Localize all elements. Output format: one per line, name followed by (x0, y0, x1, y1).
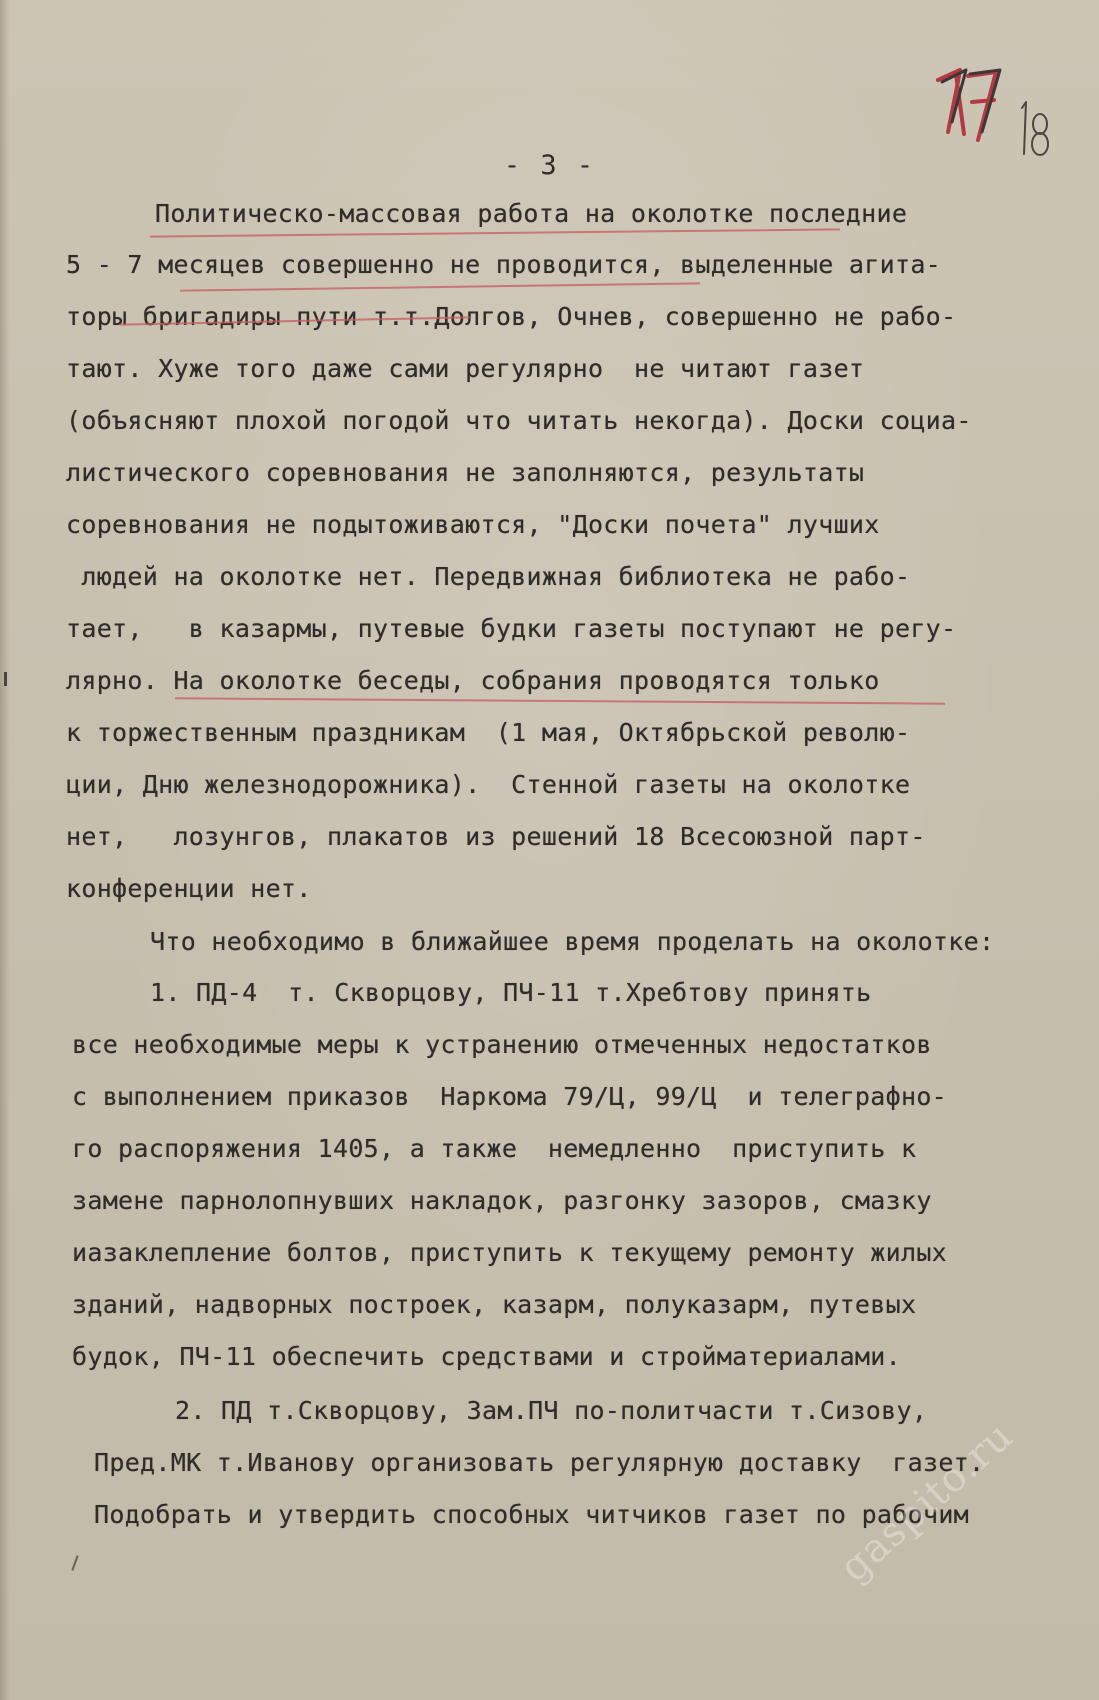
text-line: торы бригадиры пути т.т.Долгов, Очнев, совершенно не рабо- (66, 302, 957, 331)
text-line: го распоряжения 1405, а также немедленно приступить к (72, 1134, 917, 1163)
red-underline (180, 282, 700, 291)
text-line: Что необходимо в ближайшее время проделать на околотке: (150, 927, 995, 956)
text-line: все необходимые меры к устранению отмеченных недостатков (72, 1030, 932, 1059)
text-line: лярно. На околотке беседы, собрания проводятся только (66, 666, 880, 695)
pencil-folio-number (1022, 102, 1048, 155)
margin-tick (4, 672, 7, 686)
archive-watermark: gaspito.ru (831, 1412, 1023, 1591)
text-line: соревнования не подытоживаются, "Доски почета" лучших (66, 510, 880, 539)
text-line: 5 - 7 месяцев совершенно не проводится, выделенные агита- (66, 250, 942, 279)
text-line: тают. Хуже того даже сами регулярно не читают газет (66, 354, 865, 383)
text-line: 1. ПД-4 т. Скворцову, ПЧ-11 т.Хребтову принять (150, 978, 872, 1007)
text-line: к торжественным праздникам (1 мая, Октябрьской револю- (66, 718, 911, 747)
text-line: Пред.МК т.Иванову организовать регулярную доставку газет. (94, 1448, 985, 1477)
text-line: зданий, надворных построек, казарм, полуказарм, путевых (72, 1290, 917, 1319)
stray-pencil-mark (71, 1555, 78, 1571)
text-line: людей на околотке нет. Передвижная библиотека не рабо- (66, 562, 911, 591)
text-line: (объясняют плохой погодой что читать некогда). Доски социа- (66, 406, 972, 435)
red-underline (150, 228, 840, 237)
text-line: Политическо-массовая работа на околотке последние (155, 199, 908, 228)
page-number: - 3 - (503, 150, 596, 181)
text-line: тает, в казармы, путевые будки газеты поступают не регу- (66, 614, 957, 643)
text-line: иазаклепление болтов, приступить к текущему ремонту жилых (72, 1238, 948, 1267)
text-line: ции, Дню железнодорожника). Стенной газеты на околотке (66, 770, 911, 799)
text-line: замене парнолопнувших накладок, разгонку зазоров, смазку (72, 1186, 932, 1215)
text-line: конференции нет. (66, 874, 312, 903)
text-line: с выполнением приказов Наркома 79/Ц, 99/Ц и телеграфно- (72, 1082, 948, 1111)
text-line: будок, ПЧ-11 обеспечить средствами и стройматериалами. (72, 1342, 901, 1371)
red-underline (175, 697, 945, 704)
text-line: 2. ПД т.Скворцову, Зам.ПЧ по-политчасти т.Сизову, (175, 1396, 928, 1425)
page-edge-shadow (0, 0, 10, 1700)
text-line: листического соревнования не заполняются, результаты (66, 458, 865, 487)
text-line: нет, лозунгов, плакатов из решений 18 Всесоюзной парт- (66, 822, 926, 851)
text-line: Подобрать и утвердить способных читчиков газет по рабочим (94, 1500, 970, 1529)
